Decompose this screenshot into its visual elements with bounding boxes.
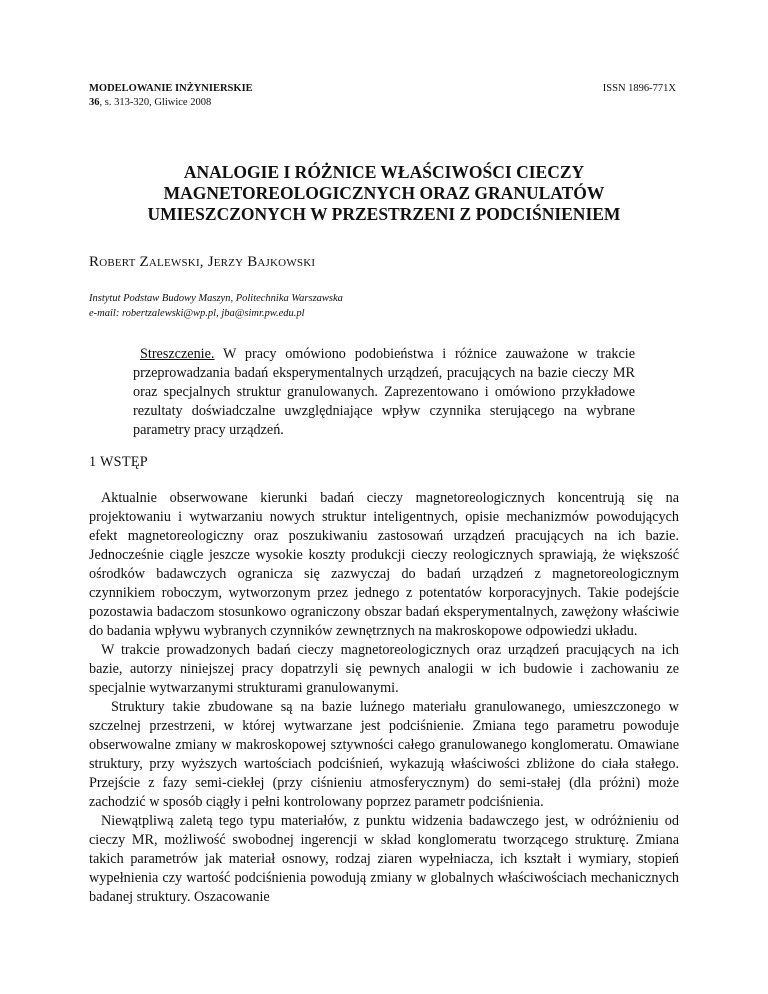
paragraph: Struktury takie zbudowane są na bazie luźnego materiału granulowanego, umieszczonego w szczelnej przestrzeni, w której wytwarzane jest podciśnienie. Zmiana tego parametru powoduje obserwowalne zmiany w makroskopowej sztywności całego granulowanego konglomeratu. Omawiane struktury, przy wyższych wartościach podciśnień, wykazują właściwości zbliżone do ciała stałego. Przejście z fazy semi-ciekłej (przy ciśnieniu atmosferycznym) do semi-stałej (dla próżni) może zachodzić w sposób ciągły i pełni kontrolowany poprzez parametr podciśnienia. [89,699,679,810]
title-line: MAGNETOREOLOGICZNYCH ORAZ GRANULATÓW [163,183,605,203]
email: e-mail: robertzalewski@wp.pl, jba@simr.pw.edu.pl [89,308,305,319]
abstract-text: W pracy omówiono podobieństwa i różnice zauważone w trakcie przeprowadzania badań eksperymentalnych urządzeń, pracujących na bazie cieczy MR oraz specjalnych struktur granulowanych. Zaprezentowano i omówiono przykładowe rezultaty doświadczalne uwzględniające wpływ czynnika sterującego na wybrane parametry pracy urządzeń. [133,346,635,438]
paragraph: Niewątpliwą zaletą tego typu materiałów, z punktu widzenia badawczego jest, w odróżnieniu od cieczy MR, możliwość swobodnej ingerencji w skład konglomeratu tworzącego strukturę. Zmiana takich parametrów jak materiał osnowy, rodzaj ziaren wypełniacza, ich kształt i wymiary, stopień wypełnienia czy wartość podciśnienia powodują zmiany w globalnych właściwościach mechanicznych badanej struktury. Oszacowanie [89,813,679,905]
authors: Robert Zalewski, Jerzy Bajkowski [89,254,316,270]
journal-name: MODELOWANIE INŻYNIERSKIE [89,83,253,94]
section-heading: 1 WSTĘP [89,454,148,470]
body-text [89,489,679,907]
journal-header [89,82,253,110]
abstract-label: Streszczenie. [140,346,215,362]
journal-pages-place: , s. 313-320, Gliwice 2008 [99,97,212,108]
title-line: ANALOGIE I RÓŻNICE WŁAŚCIWOŚCI CIECZY [183,162,585,182]
issn: ISSN 1896-771X [602,83,676,94]
paragraph: Aktualnie obserwowane kierunki badań cieczy magnetoreologicznych koncentrują się na projektowaniu i wytwarzaniu nowych struktur inteligentnych, opisie mechanizmów powodujących efekt magnetoreologiczny oraz poszukiwaniu zastosowań urządzeń pracujących na ich bazie. Jednocześnie ciągle jeszcze wysokie koszty produkcji cieczy reologicznych sprawiają, że większość ośrodków badawczych ogranicza się zazwyczaj do badań urządzeń z magnetoreologicznym czynnikiem roboczym, wytworzonym przez jednego z potentatów korporacyjnych. Takie podejście pozostawia badaczom stosunkowo ograniczony obszar badań eksperymentalnych, zawężony właściwie do badania wpływu wybranych czynników zewnętrznych na makroskopowe odpowiedzi układu. [89,490,679,639]
title-line: UMIESZCZONYCH W PRZESTRZENI Z PODCIŚNIENIEM [147,204,621,224]
abstract [133,345,635,440]
paragraph: W trakcie prowadzonych badań cieczy magnetoreologicznych oraz urządzeń pracujących na ich bazie, autorzy niniejszej pracy dopatrzyli się pewnych analogii w ich budowie i zachowaniu ze specjalnie wytwarzanymi strukturami granulowanymi. [89,642,679,696]
journal-volume: 36 [89,97,100,108]
journal-citation [89,96,253,110]
paper-title [89,162,679,225]
affiliation [89,291,343,321]
institute: Instytut Podstaw Budowy Maszyn, Politechnika Warszawska [89,293,343,304]
